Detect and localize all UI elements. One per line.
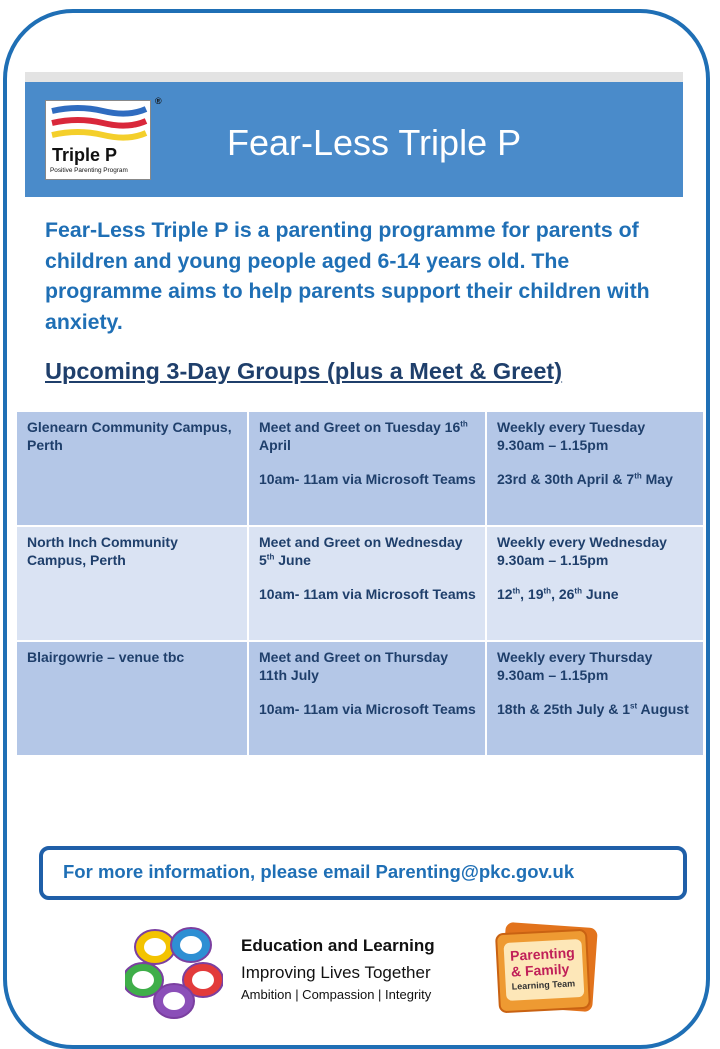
- triple-p-logo: [45, 100, 151, 180]
- groups-heading: Upcoming 3-Day Groups (plus a Meet & Greet): [45, 358, 563, 384]
- location-cell: [16, 526, 248, 641]
- weekly-day: Weekly every Wednesday: [497, 534, 667, 550]
- parenting-family-logo: [493, 925, 597, 1015]
- intro-text: Fear-Less Triple P is a parenting programme for parents of children and young people aged 6-14 years old. The programme aims to help parents support their children with anxiety.: [45, 218, 650, 334]
- meet-text: Meet and Greet on Thursday 11th July: [259, 649, 449, 683]
- weekly-time: 9.30am – 1.15pm: [497, 437, 609, 453]
- meet-cell: [248, 641, 486, 756]
- weekly-dates: 18th & 25th July & 1st August: [497, 701, 689, 717]
- weekly-day: Weekly every Thursday: [497, 649, 653, 665]
- meet-time: 10am- 11am via Microsoft Teams: [259, 701, 476, 717]
- table-row: [16, 526, 704, 641]
- table-row: [16, 411, 704, 526]
- education-learning-block: [241, 936, 435, 1002]
- pfl-line2: & Family: [510, 960, 570, 980]
- contact-email-text[interactable]: For more information, please email Parenting@pkc.gov.uk: [63, 861, 575, 882]
- header-top-bar: [25, 72, 683, 82]
- schedule-table: [15, 410, 705, 757]
- meet-cell: [248, 411, 486, 526]
- meet-text: Meet and Greet on Wednesday 5th June: [259, 534, 463, 568]
- registered-mark: ®: [155, 96, 162, 106]
- logo-card: [495, 929, 591, 1014]
- weekly-cell: [486, 641, 704, 756]
- location-text: Blairgowrie – venue tbc: [27, 649, 185, 665]
- weekly-time: 9.30am – 1.15pm: [497, 667, 609, 683]
- logo-stripes-icon: [48, 103, 148, 145]
- pfl-line1: Parenting: [509, 944, 576, 964]
- values-flower-icon: [125, 925, 223, 1021]
- weekly-time: 9.30am – 1.15pm: [497, 552, 609, 568]
- location-cell: [16, 641, 248, 756]
- logo-card-inner: [503, 939, 584, 1001]
- weekly-cell: [486, 526, 704, 641]
- edu-title: Education and Learning: [241, 936, 435, 955]
- meet-time: 10am- 11am via Microsoft Teams: [259, 586, 476, 602]
- pfl-line3: Learning Team: [511, 978, 576, 992]
- weekly-cell: [486, 411, 704, 526]
- edu-subtitle: Improving Lives Together: [241, 963, 431, 982]
- location-text: North Inch Community Campus, Perth: [27, 534, 178, 568]
- weekly-dates: 12th, 19th, 26th June: [497, 586, 619, 602]
- weekly-dates: 23rd & 30th April & 7th May: [497, 471, 673, 487]
- meet-time: 10am- 11am via Microsoft Teams: [259, 471, 476, 487]
- edu-values: Ambition | Compassion | Integrity: [241, 987, 432, 1002]
- meet-cell: [248, 526, 486, 641]
- meet-text: Meet and Greet on Tuesday 16th April: [259, 419, 468, 453]
- weekly-day: Weekly every Tuesday: [497, 419, 646, 435]
- logo-tagline: Positive Parenting Program: [50, 167, 128, 174]
- table-row: [16, 641, 704, 756]
- header-banner: [25, 82, 683, 197]
- location-text: Glenearn Community Campus, Perth: [27, 419, 232, 453]
- page-title: Fear-Less Triple P: [227, 122, 522, 163]
- logo-name: Triple P: [52, 145, 118, 165]
- location-cell: [16, 411, 248, 526]
- contact-box: [39, 846, 687, 900]
